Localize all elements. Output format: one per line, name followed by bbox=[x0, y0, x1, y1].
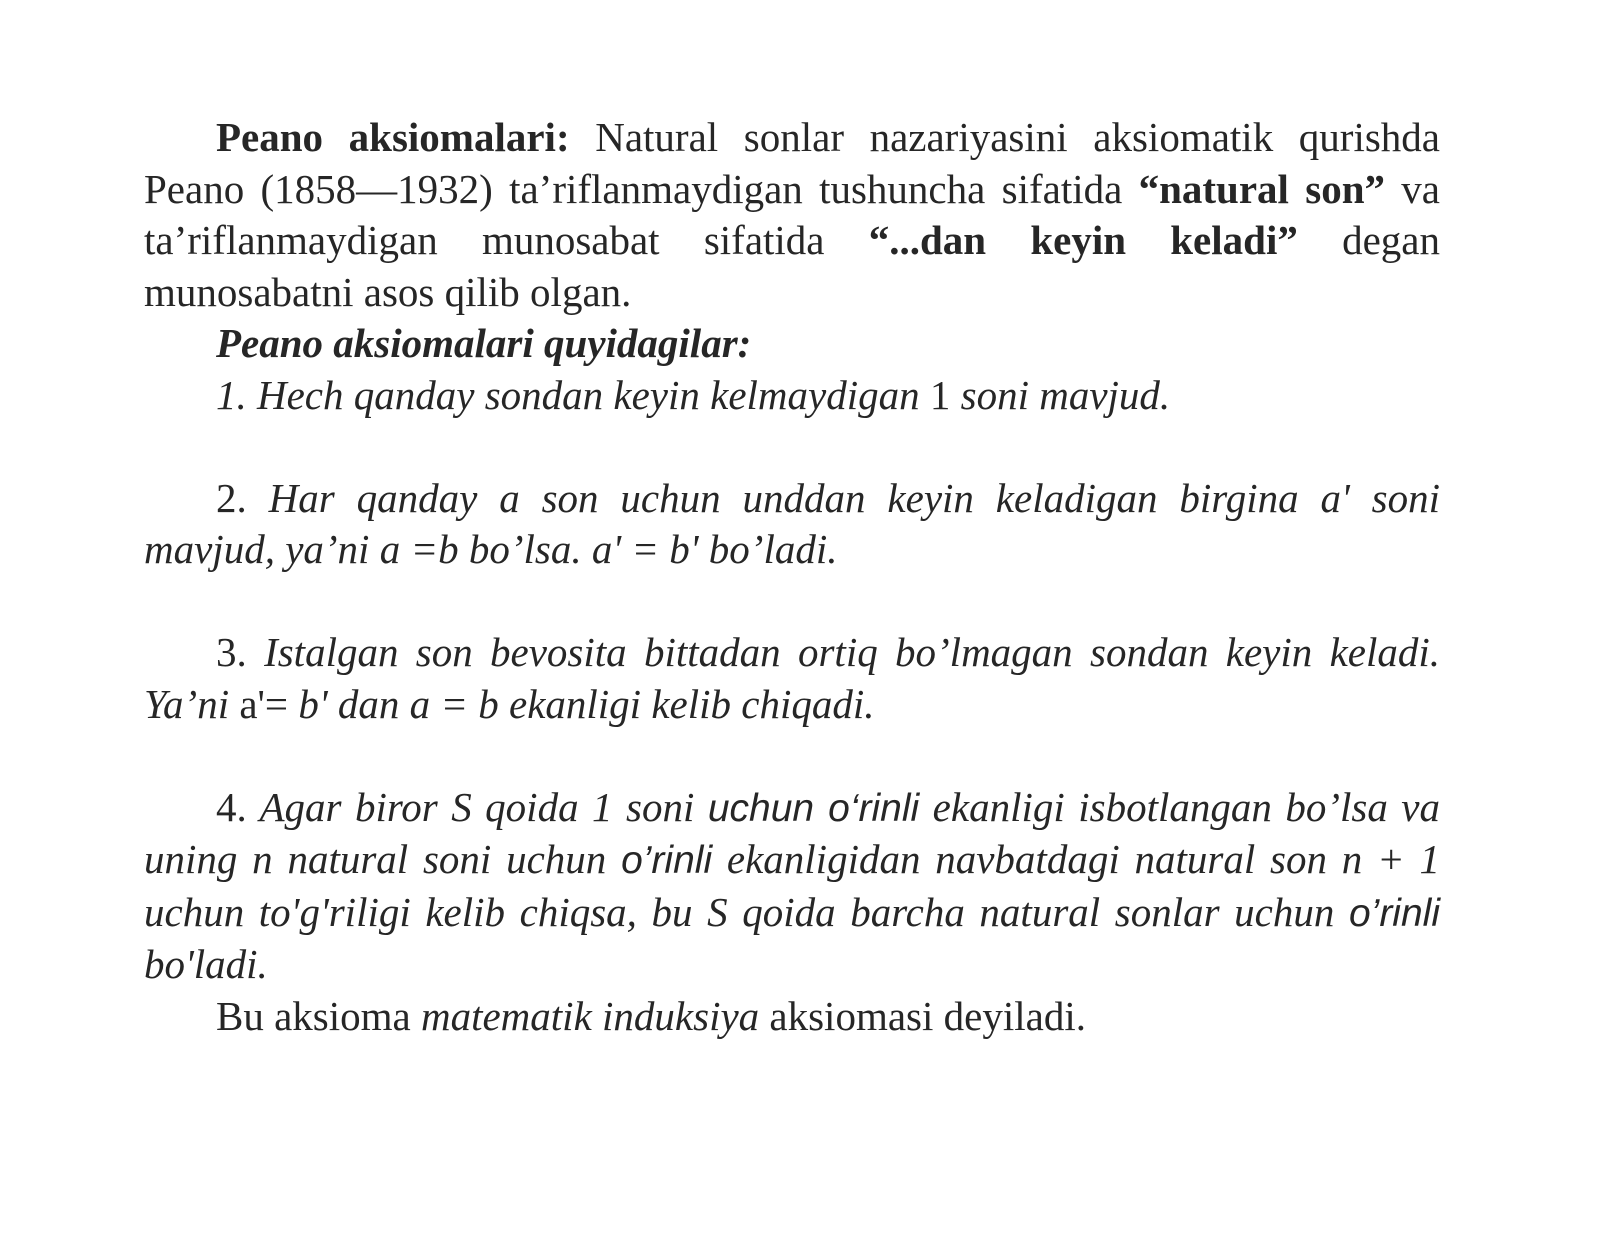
closing-paragraph bbox=[144, 991, 1440, 1043]
axiom-1 bbox=[144, 370, 1440, 422]
axiom-3 bbox=[144, 627, 1440, 730]
axiom-4 bbox=[144, 782, 1440, 991]
axiom-4-number: 4. bbox=[216, 783, 247, 830]
axiom-2-number: 2. bbox=[216, 474, 247, 521]
closing-term: matematik induksiya bbox=[420, 992, 760, 1039]
intro-bold-natural-son: “natural son” bbox=[1138, 165, 1385, 212]
axiom-4-text-d: bo'ladi. bbox=[144, 941, 268, 987]
axiom-4-o-rinli: o‘rinli bbox=[814, 786, 920, 830]
axiom-4-text-a: Agar biror S qoida 1 soni bbox=[246, 783, 708, 830]
paragraph-gap bbox=[144, 730, 1440, 782]
axiom-2-text: Har qanday a son uchun unddan keyin keladigan birgina a' soni mavjud, ya’ni a =b bo’lsa. a' = b' bo’ladi. bbox=[144, 474, 1440, 572]
axiom-4-o-rinli-2: o’rinli bbox=[621, 839, 713, 882]
paragraph-gap bbox=[144, 576, 1440, 628]
axiom-4-text-b: ekanligi isbotlangan bo’lsa va uning n natural soni uchun bbox=[144, 783, 1440, 882]
list-heading-text: Peano aksiomalari quyidagilar: bbox=[216, 320, 752, 366]
axiom-3-text-b: b' dan a = b ekanligi kelib chiqadi. bbox=[288, 680, 875, 727]
closing-text-a: Bu aksioma bbox=[216, 992, 421, 1039]
axiom-2 bbox=[144, 473, 1440, 576]
axiom-4-text-c: ekanligidan navbatdagi natural son n + 1 uchun to'g'riligi kelib chiqsa, bu S qoida barcha natural sonlar uchun bbox=[144, 836, 1440, 935]
intro-bold-dan-keyin-keladi: “...dan keyin keladi” bbox=[868, 217, 1298, 263]
intro-paragraph bbox=[144, 112, 1440, 318]
intro-text-1: Natural sonlar nazariyasini aksiomatik qurishda Peano (1858—1932) ta’riflanmaydigan tushuncha sifatida bbox=[144, 114, 1441, 212]
axiom-4-uchun: uchun bbox=[707, 786, 815, 830]
intro-term: Peano aksiomalari: bbox=[216, 114, 570, 160]
intro-text-2: va ta’riflanmaydigan munosabat sifatida bbox=[144, 165, 1440, 263]
paragraph-gap bbox=[144, 421, 1440, 473]
axiom-1-text-a: Hech qanday sondan keyin kelmaydigan bbox=[246, 371, 930, 418]
document-page bbox=[144, 112, 1440, 1042]
closing-text-b: aksiomasi deyiladi. bbox=[759, 992, 1086, 1039]
axiom-1-text-b: soni mavjud. bbox=[950, 371, 1171, 418]
axiom-1-number: 1. bbox=[216, 371, 247, 418]
list-heading bbox=[144, 318, 1440, 370]
axiom-3-text-a: Istalgan son bevosita bittadan ortiq bo’lmagan sondan keyin keladi. Ya’ni bbox=[144, 629, 1440, 727]
axiom-4-o-rinli-3: o’rinli bbox=[1348, 891, 1440, 935]
axiom-3-plain: a'= bbox=[239, 680, 289, 727]
intro-text-3: degan munosabatni asos qilib olgan. bbox=[144, 217, 1440, 315]
axiom-1-one: 1 bbox=[929, 371, 951, 418]
axiom-3-number: 3. bbox=[216, 629, 247, 675]
